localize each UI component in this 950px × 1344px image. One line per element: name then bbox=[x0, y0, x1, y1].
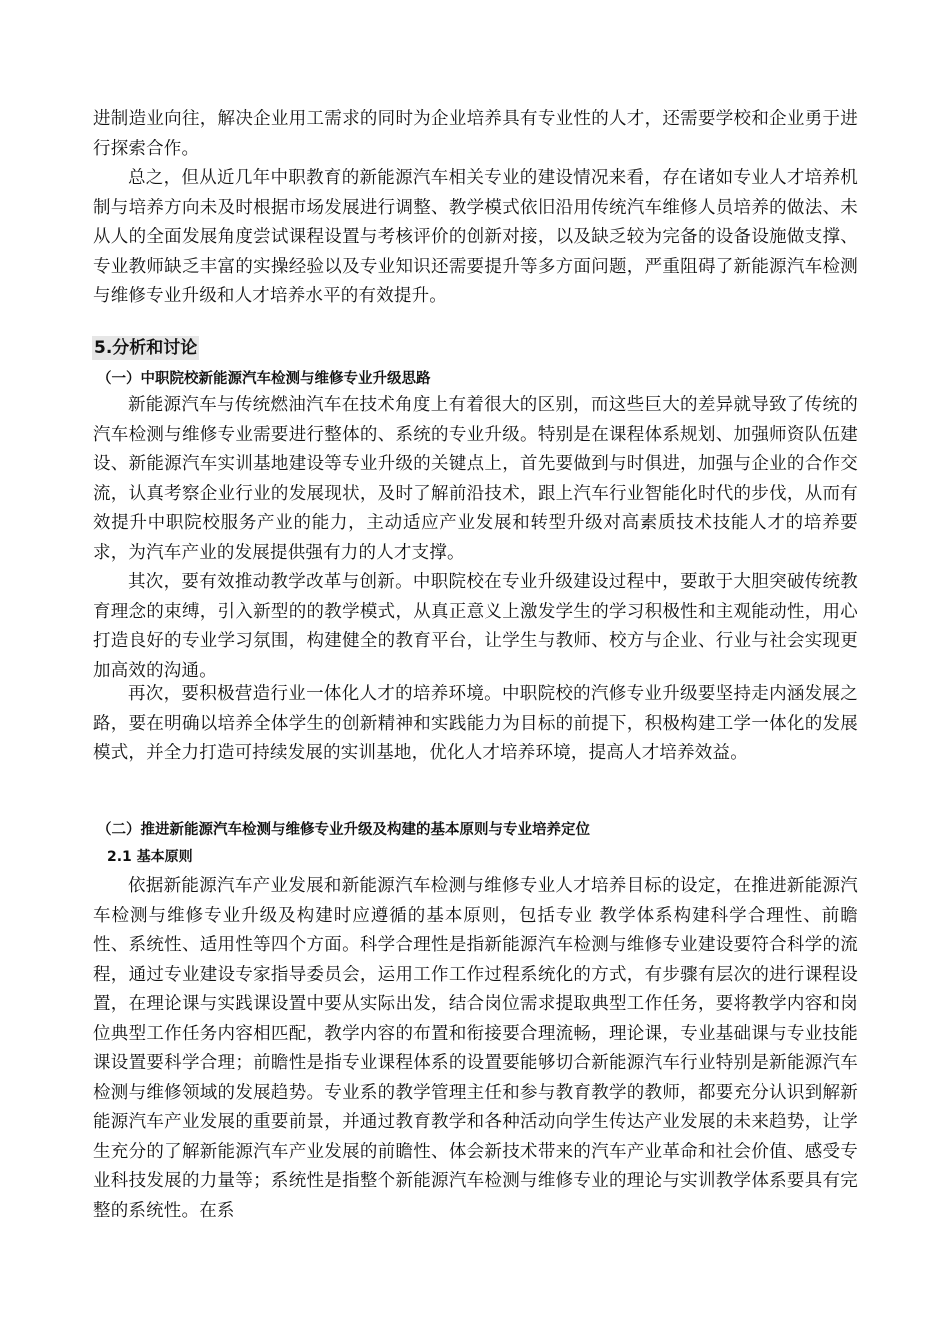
paragraph-upgrade-idea: 新能源汽车与传统燃油汽车在技术角度上有着很大的区别，而这些巨大的差异就导致了传统的汽车检测与维修专业需要进行整体的、系统的专业升级。特别是在课程体系规划、加强师资队伍建设、新能源汽车实训基地建设等专业升级的关键点上，首先要做到与时俱进，加强与企业的合作交流，认真考察企业行业的发展现状，及时了解前沿技术，跟上汽车行业智能化时代的步伐，从而有效提升中职院校服务产业的能力，主动适应产业发展和转型升级对高素质技术技能人才的培养要求，为汽车产业的发展提供强有力的人才支撑。 bbox=[93, 395, 858, 563]
section-heading: 5.分析和讨论 bbox=[94, 338, 198, 358]
paragraph-training-environment: 再次，要积极营造行业一体化人才的培养环境。中职院校的汽修专业升级要坚持走内涵发展之路，要在明确以培养全体学生的创新精神和实践能力为目标的前提下，积极构建工学一体化的发展模式，并全力打造可持续发展的实训基地，优化人才培养环境，提高人才培养效益。 bbox=[93, 684, 858, 763]
subsection-heading-1: （一）中职院校新能源汽车检测与维修专业升级思路 bbox=[97, 371, 431, 387]
paragraph-teaching-reform: 其次，要有效推动教学改革与创新。中职院校在专业升级建设过程中，要敢于大胆突破传统教育理念的束缚，引入新型的的教学模式，从真正意义上激发学生的学习积极性和主观能动性，用心打造良好的专业学习氛围，构建健全的教育平台，让学生与教师、校方与企业、行业与社会实现更加高效的沟通。 bbox=[93, 572, 858, 681]
subsubsection-heading-2-1: 2.1 基本原则 bbox=[107, 849, 193, 865]
paragraph-intro-continuation: 进制造业向往，解决企业用工需求的同时为企业培养具有专业性的人才，还需要学校和企业勇于进行探索合作。 bbox=[93, 109, 858, 159]
paragraph-basic-principles: 依据新能源汽车产业发展和新能源汽车检测与维修专业人才培养目标的设定，在推进新能源汽车检测与维修专业升级及构建时应遵循的基本原则，包括专业 教学体系构建科学合理性、前瞻性、系统性、适用性等四个方面。科学合理性是指新能源汽车检测与维修专业建设要符合科学的流程，通过专业建设专家指导委员会，运用工作工作过程系统化的方式，有步骤有层次的进行课程设置，在理论课与实践课设置中要从实际出发，结合岗位需求提取典型工作任务，要将教学内容和岗位典型工作任务内容相匹配，教学内容的布置和衔接要合理流畅，理论课，专业基础课与专业技能课设置要科学合理；前瞻性是指专业课程体系的设置要能够切合新能源汽车行业特别是新能源汽车检测与维修领域的发展趋势。专业系的教学管理主任和参与教育教学的教师，都要充分认识到解新能源汽车产业发展的重要前景，并通过教育教学和各种活动向学生传达产业发展的未来趋势，让学生充分的了解新能源汽车产业发展的前瞻性、体会新技术带来的汽车产业革命和社会价值、感受专业科技发展的力量等；系统性是指整个新能源汽车检测与维修专业的理论与实训教学体系要具有完整的系统性。在系 bbox=[93, 876, 858, 1221]
paragraph-summary: 总之，但从近几年中职教育的新能源汽车相关专业的建设情况来看，存在诸如专业人才培养机制与培养方向未及时根据市场发展进行调整、教学模式依旧沿用传统汽车维修人员培养的做法、未从人的全面发展角度尝试课程设置与考核评价的创新对接，以及缺乏较为完备的设备设施做支撑、专业教师缺乏丰富的实操经验以及专业知识还需要提升等多方面问题，严重阻碍了新能源汽车检测与维修专业升级和人才培养水平的有效提升。 bbox=[93, 168, 858, 306]
subsection-heading-2: （二）推进新能源汽车检测与维修专业升级及构建的基本原则与专业培养定位 bbox=[97, 822, 590, 838]
